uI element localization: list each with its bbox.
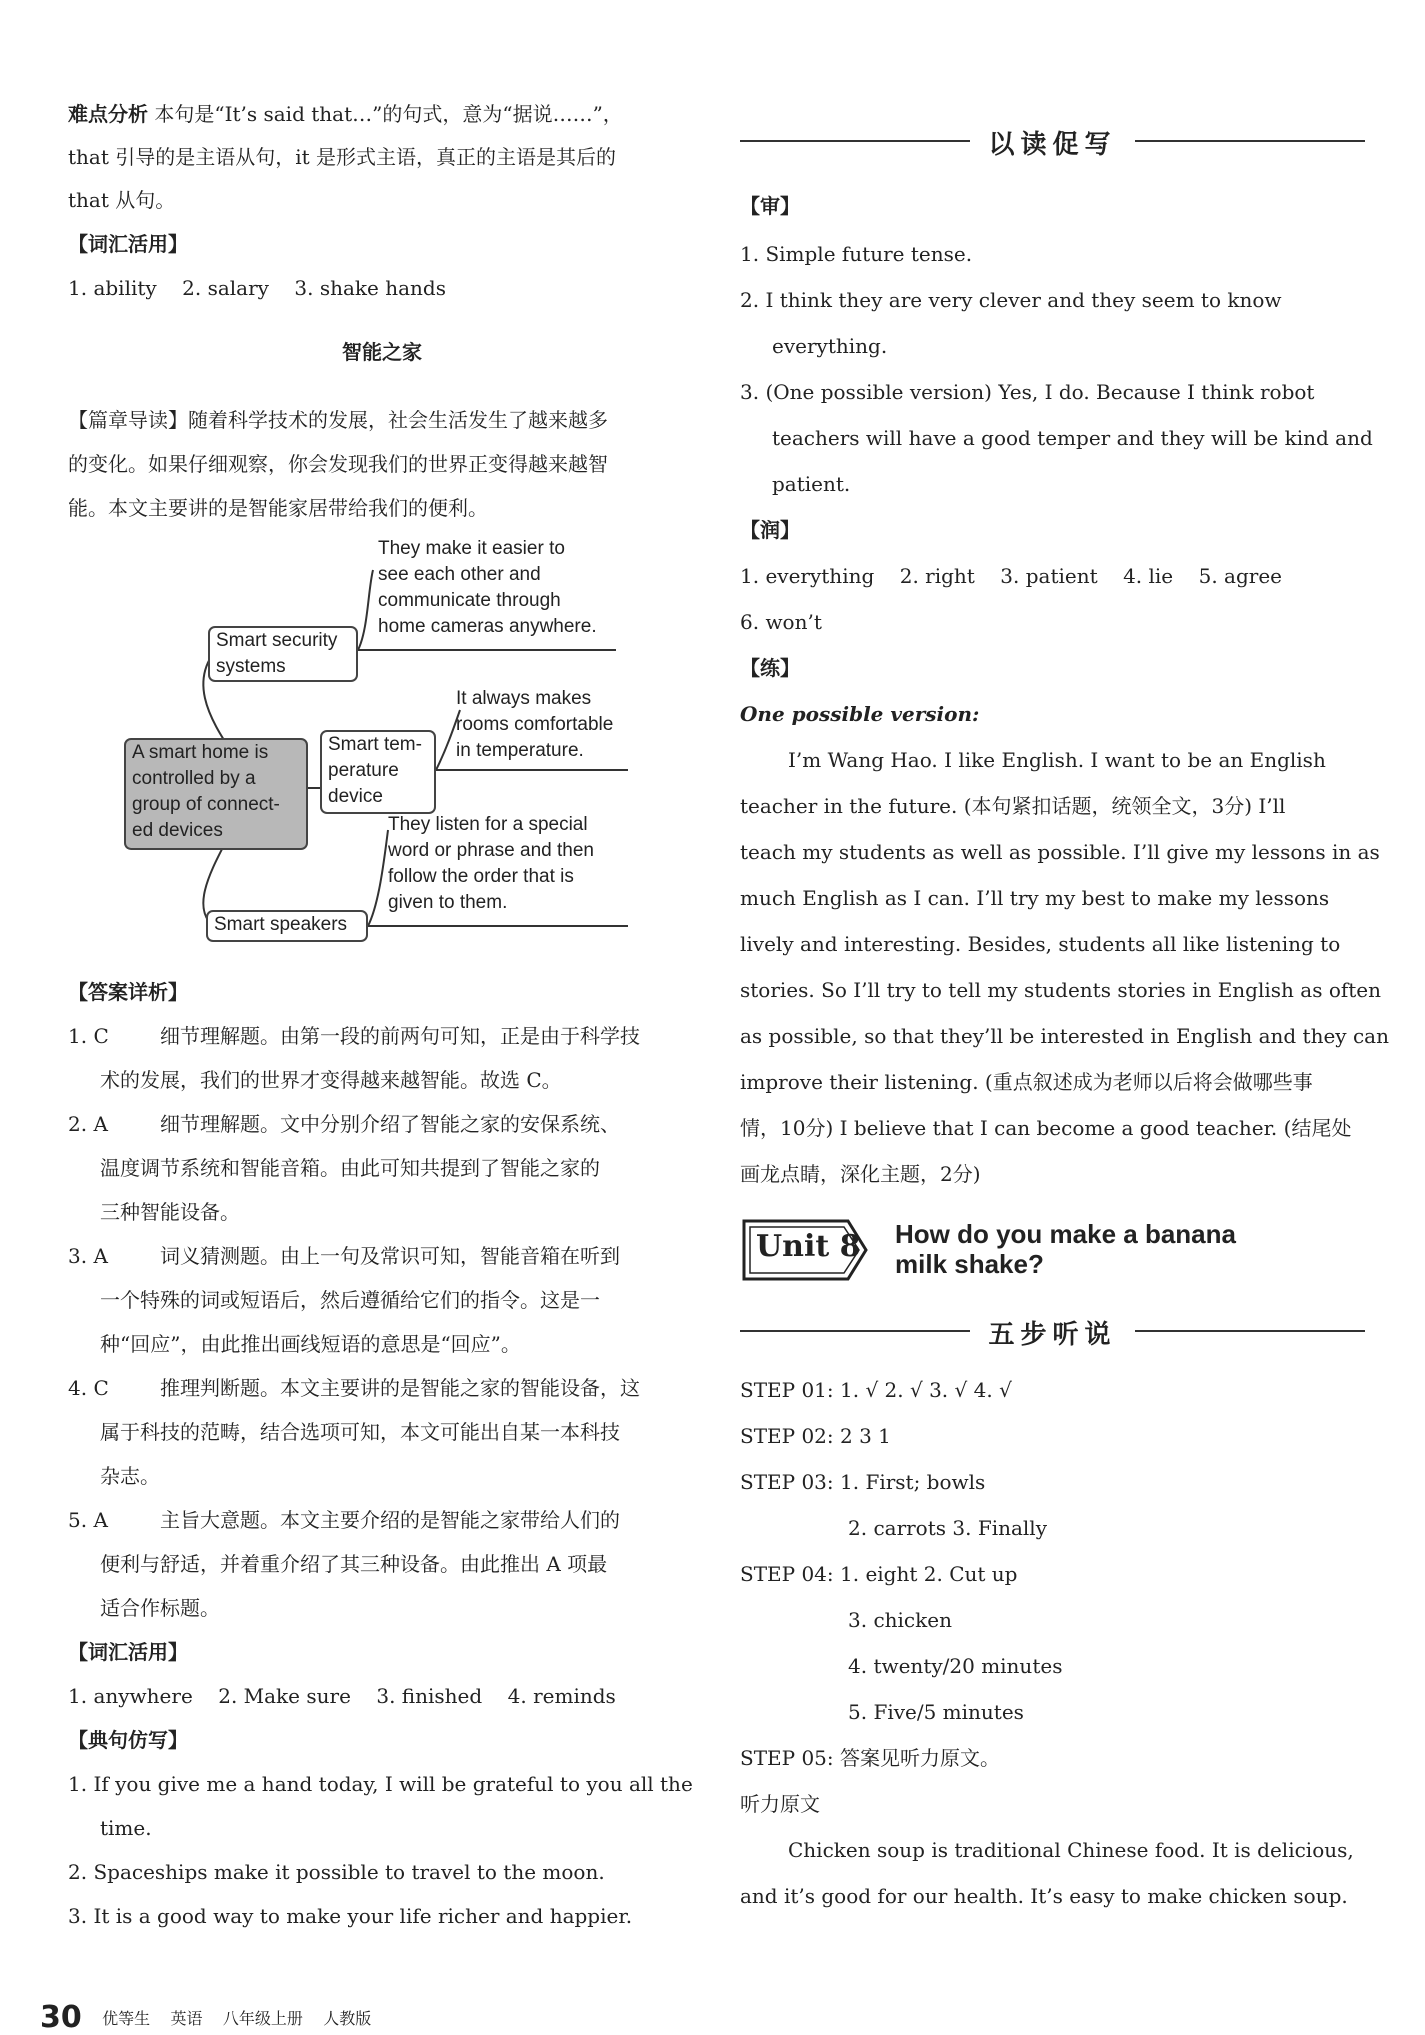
run-item: 2. right [899,564,975,588]
answer-line [68,1198,240,1226]
answer-line [68,1330,521,1358]
shen-line: 3. (One possible version) Yes, I do. Because I think robot [740,380,1315,404]
vocab-list-1 [68,274,446,302]
note-line: home cameras anywhere. [378,616,597,637]
run-heading: 【润】 [740,518,800,542]
transcript-line: and it’s good for our health. It’s easy to make chicken soup. [740,1884,1348,1908]
node-smart-temperature [320,730,436,814]
answer-line [68,1154,600,1182]
step-line: STEP 03: 1. First; bowls [740,1470,986,1494]
answer-text: 词义猜测题。由上一句及常识可知，智能音箱在听到 [160,1244,620,1268]
note-line: given to them. [388,892,508,913]
footer-subject: 英语 [170,2009,203,2028]
answer-key: 4. C [68,1376,109,1400]
vocab-item: 2. salary [182,276,269,300]
sentence-line: time. [100,1816,152,1840]
run-item: 3. patient [1000,564,1098,588]
answer-text: 便利与舒适，并着重介绍了其三种设备。由此推出 A 项最 [100,1552,608,1576]
analysis-label: 难点分析 [68,102,148,126]
vocab-item: 3. finished [376,1684,483,1708]
answer-text: 三种智能设备。 [100,1200,240,1224]
lian-heading: 【练】 [740,656,800,680]
note-line: rooms comfortable [456,714,614,735]
answer-text: 适合作标题。 [100,1596,220,1620]
unit-banner [740,1215,1365,1285]
analysis-line-1 [68,100,623,128]
node-line: device [328,786,383,807]
essay-line: I’m Wang Hao. I like English. I want to be an English [788,748,1326,772]
shen-heading: 【审】 [740,194,800,218]
essay-line: as possible, so that they’ll be interested in English and they can [740,1024,1389,1048]
footer-brand: 优等生 [102,2009,151,2028]
vocab-list-2 [68,1682,616,1710]
note-line: word or phrase and then [388,840,594,861]
root-line: A smart home is [132,742,269,763]
answer-line [68,1418,620,1446]
answer-line [68,1374,640,1402]
sentence-line: 3. It is a good way to make your life richer and happier. [68,1904,633,1928]
essay-line: teach my students as well as possible. I’ll give my lessons in as [740,840,1380,864]
footer-grade: 八年级上册 [222,2009,303,2028]
answer-line [68,1506,620,1534]
answer-text: 杂志。 [100,1464,160,1488]
note-line: see each other and [378,564,541,585]
section-header-read-write [740,120,1365,160]
transcript-line: Chicken soup is traditional Chinese food. It is delicious, [788,1838,1354,1862]
essay-line: lively and interesting. Besides, students all like listening to [740,932,1341,956]
step-line: 2. carrots 3. Finally [848,1516,1047,1540]
answer-text: 术的发展，我们的世界才变得越来越智能。故选 C。 [100,1068,562,1092]
note-line: They make it easier to [378,538,565,559]
note-smart-temperature [456,686,613,764]
section-title: 五步听说 [988,1320,1117,1350]
run-list [740,562,1282,590]
sentence-line: 1. If you give me a hand today, I will be grateful to you all the [68,1772,693,1796]
answer-key: 5. A [68,1508,108,1532]
unit-title-line: How do you make a banana [895,1219,1236,1249]
answer-text: 细节理解题。文中分别介绍了智能之家的安保系统、 [160,1112,620,1136]
article-title: 智能之家 [342,340,422,364]
note-line: follow the order that is [388,866,574,887]
note-line: It always makes [456,688,592,709]
analysis-line-3: that 从句。 [68,188,176,212]
analysis-line-2: that 引导的是主语从句，it 是形式主语，真正的主语是其后的 [68,145,617,169]
vocab-item: 1. anywhere [68,1684,193,1708]
vocab-heading-1: 【词汇活用】 [68,232,188,256]
answer-text: 种“回应”，由此推出画线短语的意思是“回应”。 [100,1332,521,1356]
mind-map-root [124,738,308,850]
guide-line-2: 的变化。如果仔细观察，你会发现我们的世界正变得越来越智 [68,452,608,476]
run-item: 5. agree [1198,564,1282,588]
answers-heading: 【答案详析】 [68,980,188,1004]
answer-text: 温度调节系统和智能音箱。由此可知共提到了智能之家的 [100,1156,600,1180]
node-smart-speakers [206,910,368,942]
run-item: 4. lie [1123,564,1174,588]
vocab-item: 2. Make sure [218,1684,351,1708]
vocab-item: 1. ability [68,276,157,300]
step-line: STEP 01: 1. √ 2. √ 3. √ 4. √ [740,1378,1012,1402]
answer-key: 3. A [68,1244,108,1268]
shen-line: everything. [772,334,888,358]
step-line: STEP 04: 1. eight 2. Cut up [740,1562,1018,1586]
shen-line: patient. [772,472,851,496]
note-line: in temperature. [456,740,584,761]
essay-line: 情，10分) I believe that I can become a good teacher. (结尾处 [740,1116,1352,1140]
answer-text: 一个特殊的词或短语后，然后遵循给它们的指令。这是一 [100,1288,600,1312]
vocab-heading-2: 【词汇活用】 [68,1640,188,1664]
answer-line [68,1550,607,1578]
mind-map [68,530,696,960]
vocab-item: 3. shake hands [294,276,446,300]
step-line: 5. Five/5 minutes [848,1700,1024,1724]
page-footer [40,2000,371,2035]
root-line: group of connect- [132,794,280,815]
page-number: 30 [40,2000,82,2035]
footer-edition: 人教版 [323,2009,372,2028]
answer-key: 1. C [68,1024,109,1048]
answer-text: 细节理解题。由第一段的前两句可知，正是由于科学技 [160,1024,640,1048]
note-line: communicate through [378,590,561,611]
unit-title-line: milk shake? [895,1249,1044,1279]
sentences-heading: 【典句仿写】 [68,1728,188,1752]
answer-line [68,1594,220,1622]
essay-line: 画龙点睛，深化主题，2分) [740,1162,981,1186]
answer-line [68,1022,640,1050]
essay-line: improve their listening. (重点叙述成为老师以后将会做哪些事 [740,1070,1313,1094]
analysis-text: 本句是“It’s said that…”的句式，意为“据说……”， [154,102,623,126]
answer-key: 2. A [68,1112,108,1136]
node-line: Smart security [216,630,338,651]
answer-line [68,1110,620,1138]
run-item: 6. won’t [740,610,822,634]
transcript-heading: 听力原文 [740,1792,820,1816]
section-header-listening [740,1310,1365,1350]
section-title: 以读促写 [988,130,1117,160]
essay-line: much English as I can. I’ll try my best to make my lessons [740,886,1330,910]
answer-line [68,1462,160,1490]
note-line: They listen for a special [388,814,588,835]
shen-line: 2. I think they are very clever and they seem to know [740,288,1282,312]
step-line: STEP 05: 答案见听力原文。 [740,1746,1000,1770]
step-line: 4. twenty/20 minutes [848,1654,1063,1678]
run-item: 1. everything [740,564,875,588]
node-line: perature [328,760,399,781]
step-line: 3. chicken [848,1608,952,1632]
node-line: systems [216,656,286,677]
sentence-line: 2. Spaceships make it possible to travel to the moon. [68,1860,605,1884]
guide-line-3: 能。本文主要讲的是智能家居带给我们的便利。 [68,496,488,520]
node-smart-security [208,626,358,682]
root-line: ed devices [132,820,223,841]
answer-text: 主旨大意题。本文主要介绍的是智能之家带给人们的 [160,1508,620,1532]
answer-text: 推理判断题。本文主要讲的是智能之家的智能设备，这 [160,1376,640,1400]
note-smart-speakers [388,812,594,916]
vocab-item: 4. reminds [507,1684,616,1708]
answer-line [68,1242,620,1270]
shen-line: teachers will have a good temper and they will be kind and [772,426,1373,450]
guide-line-1: 【篇章导读】随着科学技术的发展，社会生活发生了越来越多 [68,408,608,432]
note-smart-security [378,536,597,640]
answer-text: 属于科技的范畴，结合选项可知，本文可能出自某一本科技 [100,1420,620,1444]
essay-line: teacher in the future. (本句紧扣话题，统领全文，3分) I’ll [740,794,1286,818]
unit-title [895,1219,1236,1279]
unit-label: Unit 8 [756,1229,861,1264]
essay-line: stories. So I’ll try to tell my students stories in English as often [740,978,1382,1002]
node-line: Smart speakers [214,914,348,935]
version-label: One possible version: [740,702,980,726]
answer-line [68,1286,600,1314]
answer-line [68,1066,562,1094]
shen-line: 1. Simple future tense. [740,242,973,266]
node-line: Smart tem- [328,734,422,755]
step-line: STEP 02: 2 3 1 [740,1424,891,1448]
root-line: controlled by a [132,768,256,789]
